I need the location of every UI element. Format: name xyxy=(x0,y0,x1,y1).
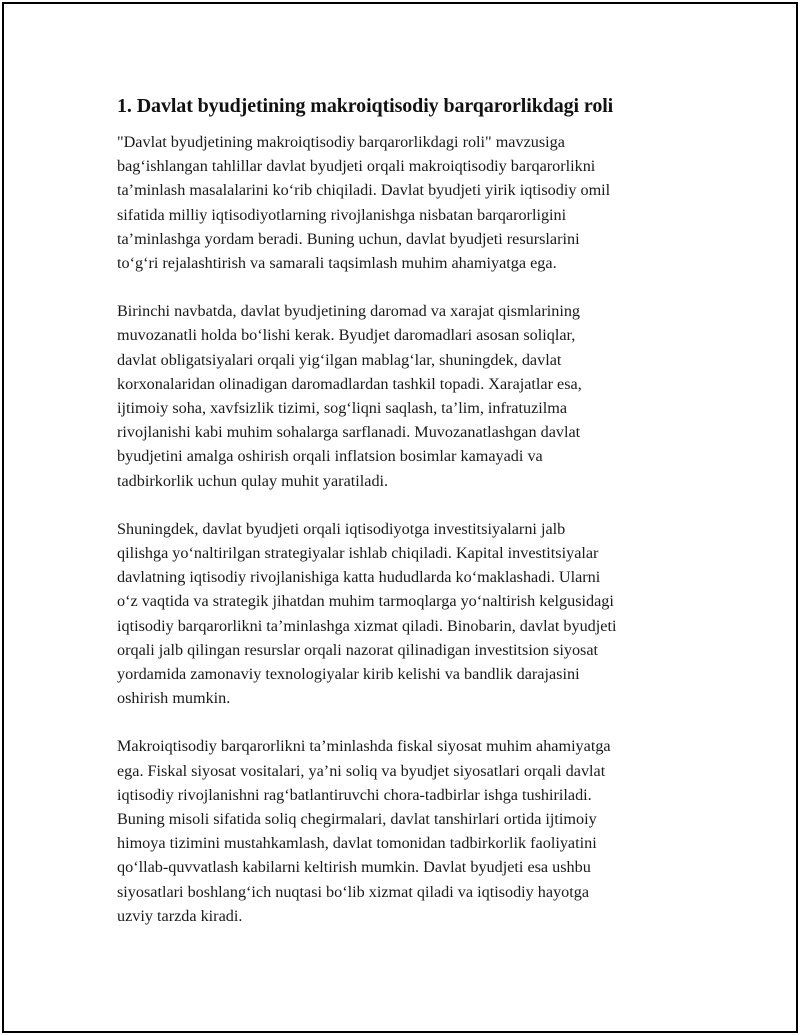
document-body xyxy=(117,92,687,952)
paragraph-3: Shuningdek, davlat byudjeti orqali iqtisodiyotga investitsiyalarni jalb qilishga yo‘naltirilgan strategiyalar ishlab chiqiladi. Kapital investitsiyalar davlatning iqtisodiy rivojlanishiga katta hududlarda ko‘maklashadi. Ularni o‘z vaqtida va strategik jihatdan muhim tarmoqlarga yo‘naltirish kelgusidagi iqtisodiy barqarorlikni ta’minlashga xizmat qiladi. Binobarin, davlat byudjeti orqali jalb qilingan resurslar orqali nazorat qilinadigan investitsion siyosat yordamida zamonaviy texnologiyalar kirib kelishi va bandlik darajasini oshirish mumkin. xyxy=(117,519,617,708)
paragraph-4: Makroiqtisodiy barqarorlikni ta’minlashda fiskal siyosat muhim ahamiyatga ega. Fiskal siyosat vositalari, ya’ni soliq va byudjet siyosatlari orqali davlat iqtisodiy rivojlanishni rag‘batlantiruvchi chora-tadbirlar ishga tushiriladi. Buning misoli sifatida soliq chegirmalari, davlat tanshirlari ortida ijtimoiy himoya tizimini mustahkamlash, davlat tomonidan tadbirkorlik faoliyatini qo‘llab-quvvatlash kabilarni keltirish mumkin. Davlat byudjeti esa ushbu siyosatlari boshlang‘ich nuqtasi bo‘lib xizmat qiladi va iqtisodiy hayotga uzviy tarzda kiradi. xyxy=(117,737,611,925)
paragraph-1: "Davlat byudjetining makroiqtisodiy barqarorlikdagi roli" mavzusiga bag‘ishlangan tahlillar davlat byudjeti orqali makroiqtisodiy barqarorlikni ta’minlash masalalarini ko‘rib chiqiladi. Davlat byudjeti yirik iqtisodiy omil sifatida milliy iqtisodiyotlarning rivojlanishga nisbatan barqarorligini ta’minlashga yordam beradi. Buning uchun, davlat byudjeti resurslarini to‘g‘ri rejalashtirish va samarali taqsimlash muhim ahamiyatga ega. xyxy=(117,133,611,273)
section-heading: 1. Davlat byudjetining makroiqtisodiy barqarorlikdagi roli xyxy=(117,95,614,117)
paragraph-2: Birinchi navbatda, davlat byudjetining daromad va xarajat qismlarining muvozanatli holda bo‘lishi kerak. Byudjet daromadlari asosan soliqlar, davlat obligatsiyalari orqali yig‘ilgan mablag‘lar, shuningdek, davlat korxonalaridan olinadigan daromadlardan tashkil topadi. Xarajatlar esa, ijtimoiy soha, xavfsizlik tizimi, sog‘liqni saqlash, ta’lim, infratuzilma rivojlanishi kabi muhim sohalarga sarflanadi. Muvozanatlashgan davlat byudjetini amalga oshirish orqali inflatsion bosimlar kamayadi va tadbirkorlik uchun qulay muhit yaratiladi. xyxy=(117,302,582,490)
